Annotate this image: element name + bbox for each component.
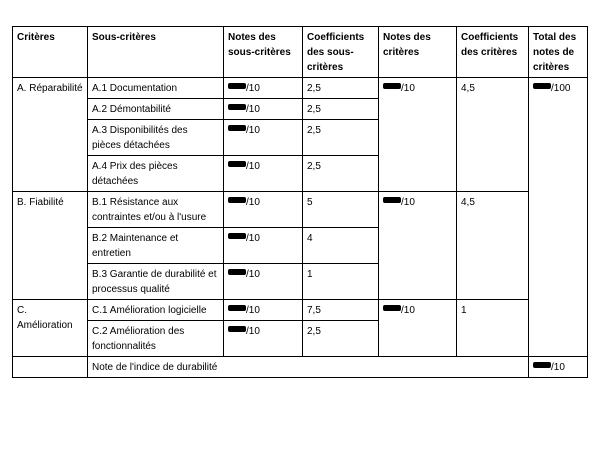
redaction-mark [228,269,246,275]
header-coefficients-sous-criteres: Coefficients des sous-critères [303,27,379,78]
table-row [13,300,588,321]
sub-criterion-coefficient: 2,5 [303,99,379,120]
sub-criterion-coefficient: 1 [303,264,379,300]
header-coefficients-criteres: Coefficients des critères [457,27,529,78]
redaction-mark [383,83,401,89]
sub-criterion-coefficient: 5 [303,192,379,228]
sub-criterion-label: B.1 Résistance aux contraintes et/ou à l'usure [88,192,224,228]
header-notes-criteres: Notes des critères [379,27,457,78]
sub-criterion-coefficient: 2,5 [303,120,379,156]
sub-criterion-label: A.3 Disponibilités des pièces détachées [88,120,224,156]
redaction-mark [228,161,246,167]
criterion-coefficient: 1 [457,300,529,357]
sub-criterion-coefficient: 7,5 [303,300,379,321]
redaction-mark [228,197,246,203]
redaction-mark [533,362,551,368]
table-row [13,192,588,228]
sub-criterion-coefficient: 4 [303,228,379,264]
sub-criterion-note: /10 [224,156,303,192]
sub-criterion-note: /10 [224,300,303,321]
criterion-note: /10 [379,300,457,357]
sub-criterion-coefficient: 2,5 [303,321,379,357]
sub-criterion-label: C.2 Amélioration des fonctionnalités [88,321,224,357]
sub-criterion-label: B.2 Maintenance et entretien [88,228,224,264]
sub-criterion-label: A.4 Prix des pièces détachées [88,156,224,192]
criterion-name: B. Fiabilité [13,192,88,300]
sub-criterion-label: A.1 Documentation [88,78,224,99]
sub-criterion-note: /10 [224,192,303,228]
header-row [13,27,588,78]
redaction-mark [383,305,401,311]
redaction-mark [228,305,246,311]
criterion-name: C. Amélioration [13,300,88,357]
redaction-mark [228,104,246,110]
footer-row [13,357,588,378]
sub-criterion-note: /10 [224,321,303,357]
durability-index-value: /10 [529,357,588,378]
footer-empty-cell [13,357,88,378]
header-sous-criteres: Sous-critères [88,27,224,78]
durability-index-label: Note de l'indice de durabilité [88,357,529,378]
header-notes-sous-criteres: Notes des sous-critères [224,27,303,78]
criterion-name: A. Réparabilité [13,78,88,192]
redaction-mark [228,326,246,332]
table-row [13,78,588,99]
redaction-mark [383,197,401,203]
sub-criterion-note: /10 [224,78,303,99]
sub-criterion-note: /10 [224,99,303,120]
sub-criterion-note: /10 [224,120,303,156]
sub-criterion-note: /10 [224,264,303,300]
redaction-mark [228,233,246,239]
sub-criterion-label: A.2 Démontabilité [88,99,224,120]
sub-criterion-coefficient: 2,5 [303,78,379,99]
sub-criterion-label: C.1 Amélioration logicielle [88,300,224,321]
criterion-coefficient: 4,5 [457,192,529,300]
sub-criterion-note: /10 [224,228,303,264]
sub-criterion-label: B.3 Garantie de durabilité et processus qualité [88,264,224,300]
redaction-mark [228,83,246,89]
header-criteres: Critères [13,27,88,78]
redaction-mark [533,83,551,89]
header-total: Total des notes de critères [529,27,588,78]
total-cell: /100 [529,78,588,357]
criterion-coefficient: 4,5 [457,78,529,192]
criterion-note: /10 [379,192,457,300]
sub-criterion-coefficient: 2,5 [303,156,379,192]
criterion-note: /10 [379,78,457,192]
durability-score-table [12,26,588,378]
redaction-mark [228,125,246,131]
